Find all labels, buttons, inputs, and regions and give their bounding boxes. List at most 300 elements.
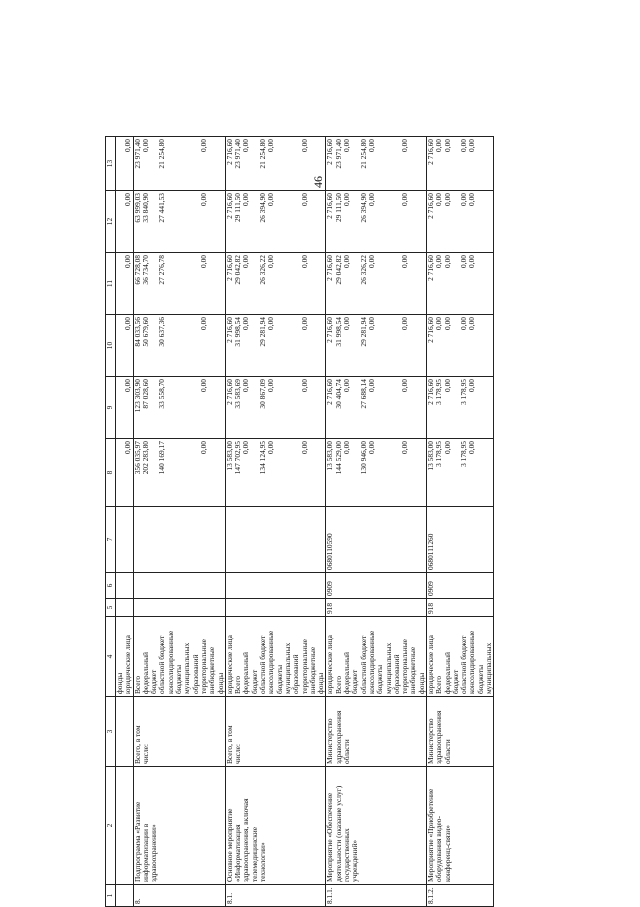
value-cell-line [477,255,485,312]
value-cell-line [409,255,417,312]
column-header-1: 1 [106,885,116,907]
target-code-cell [133,507,225,573]
value-cell-line: 0,00 [299,139,309,152]
row-number-cell-line: 8.1.1. [325,887,335,904]
value-cell-line [317,441,325,504]
value-cell-line: 2 716,60 [325,317,335,343]
value-cell-line: 0,00 [198,317,208,330]
value-cell-line [376,441,384,504]
program-name-cell-line: оборудования видео- [434,816,444,882]
value-cell-line: 3 178,95 [434,441,444,467]
source-cell-line: областной бюджет [459,635,469,694]
value-cell-line: 0,00 [342,193,352,206]
value-cell-line [317,255,325,312]
source-cell-line: фонды [416,672,426,694]
value-cell-line: 33 558,70 [157,379,167,409]
value-cell-line: 26 326,22 [258,255,268,285]
section-code-cell [326,573,427,599]
value-cell [116,137,134,191]
source-cell-line: областной бюджет [157,635,167,694]
value-cell-line [217,139,225,188]
value-cell [116,191,134,253]
value-cell-line: 13 583,00 [224,441,234,471]
value-cell-line [477,193,485,250]
source-cell-line: муниципальных [484,642,494,694]
value-cell-line: 0,00 [123,139,133,152]
value-cell [116,315,134,377]
value-cell-line: 140 169,17 [157,441,167,475]
empty-cell [116,599,134,617]
value-cell-line: 0,00 [366,139,376,152]
value-cell-line [175,441,183,504]
value-cell-line: 0,00 [442,441,452,454]
value-cell-line: 0,00 [299,193,309,206]
value-cell-line [284,139,292,188]
target-code-cell-line: 0680111260 [425,533,435,570]
value-cell-line [385,193,393,250]
section-code-cell-line [226,575,234,596]
source-cell-line: муниципальных [182,642,192,694]
value-cell-line [284,441,292,504]
value-cell-line [317,139,325,188]
empty-cell [116,507,134,573]
value-cell [426,191,493,253]
column-header-9: 9 [106,377,116,439]
value-cell-line [309,193,317,250]
source-cell-line: юридические лица [123,635,133,694]
value-cell-line: 0,00 [198,255,208,268]
source-cell-line: муниципальных [383,642,393,694]
value-cell-line: 0,00 [266,193,276,206]
value-cell-line: 2 716,60 [224,139,234,165]
grbs-code-cell [133,599,225,617]
section-code-cell-line: 0909 [425,581,435,596]
source-cell-line: внебюджетные [307,646,317,694]
column-header-2: 2 [106,767,116,885]
value-cell-line: 356 035,97 [132,441,142,475]
executor-cell-line: Всего, в том [132,725,142,764]
value-cell-line [167,379,175,436]
value-cell-line [376,379,384,436]
source-cell-line: образований [291,654,301,694]
value-cell-line: 0,00 [467,441,477,454]
value-cell-line: 31 998,54 [233,317,243,347]
value-cell-line: 3 178,95 [434,379,444,405]
grbs-code-cell-line: 918 [425,602,435,614]
value-cell-line: 0,00 [459,139,469,152]
value-cell-line: 2 716,60 [425,317,435,343]
source-cell [326,617,427,697]
value-cell-line: 29 042,82 [233,255,243,285]
value-cell-line [477,441,485,504]
source-cell-line: бюджеты [274,664,284,694]
value-cell-line [276,317,284,374]
value-cell-line: 21 254,80 [157,139,167,169]
value-cell-line: 0,00 [442,255,452,268]
row-number-cell-line: 8. [132,898,142,904]
source-cell-line: юридические лица [224,635,234,694]
value-cell-line [376,317,384,374]
value-cell-line [175,255,183,312]
source-cell-line: областной бюджет [358,635,368,694]
value-cell-line [409,139,417,188]
source-cell-line: фонды [215,672,225,694]
section-code-cell [426,573,493,599]
program-name-cell-line: «Информатизация [233,824,243,882]
value-cell-line [317,193,325,250]
value-cell-line: 0,00 [342,441,352,454]
row-number-cell-line: 8.1. [224,892,234,904]
program-name-cell-line: здравоохранения, включая [241,798,251,882]
column-header-7: 7 [106,507,116,573]
program-name-cell-line: Мероприятие «Обеспечение [325,792,335,882]
value-cell-line [276,379,284,436]
row-number-cell [133,885,225,907]
executor-cell-line: здравоохранения [434,710,444,764]
value-cell-line: 0,00 [442,193,452,206]
value-cell-line [409,441,417,504]
value-cell-line: 0,00 [459,255,469,268]
value-cell-line: 63 999,03 [132,193,142,223]
grbs-code-cell-line [226,601,234,614]
value-cell-line [217,193,225,250]
value-cell-line: 130 946,00 [358,441,368,475]
value-cell-line: 0,00 [198,441,208,454]
program-name-cell-line: государственных [342,828,352,882]
section-row [326,137,427,907]
value-cell-line: 0,00 [459,193,469,206]
source-cell [225,617,326,697]
value-cell-line [276,255,284,312]
budget-table [105,136,494,907]
value-cell-line: 147 702,95 [233,441,243,475]
value-cell-line [418,139,426,188]
value-cell-line: 0,00 [241,193,251,206]
value-cell-line [183,317,191,374]
program-name-cell [225,767,326,885]
value-cell-line: 0,00 [434,193,444,206]
value-cell-line: 0,00 [299,317,309,330]
value-cell-line [309,379,317,436]
value-cell-line [385,441,393,504]
executor-cell [326,697,427,767]
source-cell-line: федеральный [442,652,452,694]
target-code-cell-line: 0680110590 [325,533,335,570]
section-code-cell-line: 0909 [325,581,335,596]
value-cell-line [276,139,284,188]
value-cell-line: 123 303,90 [132,379,142,413]
value-cell-line: 27 276,78 [157,255,167,285]
value-cell-line: 0,00 [123,193,133,206]
value-cell [133,253,225,315]
value-cell-line: 0,00 [467,317,477,330]
executor-cell-line: Министерство [325,718,335,764]
program-name-cell [426,767,493,885]
value-cell-line: 3 178,95 [459,379,469,405]
value-cell-line: 0,00 [266,317,276,330]
value-cell-line: 29 042,82 [333,255,343,285]
value-cell-line [309,139,317,188]
value-cell-line: 66 728,08 [132,255,142,285]
row-number-cell-line: 8.1.2. [425,887,435,904]
source-cell-line: Всего [333,675,343,694]
value-cell-line [208,193,216,250]
section-code-cell [133,573,225,599]
value-cell-line [217,379,225,436]
value-cell-line [385,379,393,436]
section-row [426,137,493,907]
value-cell-line: 0,00 [400,317,410,330]
value-cell [225,137,326,191]
program-name-cell-line: конференц-связи» [442,825,452,882]
value-cell-line: 2 716,60 [224,379,234,405]
value-cell-line [175,139,183,188]
target-code-cell [326,507,427,573]
value-cell-line [385,139,393,188]
header-row [106,137,116,907]
value-cell-line: 202 283,80 [140,441,150,475]
source-cell-line: внебюджетные [207,646,217,694]
value-cell-line: 0,00 [366,441,376,454]
value-cell-line [485,193,493,250]
value-cell-line: 29 281,94 [258,317,268,347]
value-cell-line: 0,00 [266,379,276,392]
grbs-code-cell [426,599,493,617]
value-cell-line [217,317,225,374]
value-cell-line [167,441,175,504]
value-cell [133,191,225,253]
source-cell-line: бюджет [350,669,360,694]
value-cell-line: 0,00 [434,139,444,152]
value-cell-line: 0,00 [299,255,309,268]
value-cell-line: 0,00 [241,255,251,268]
empty-cell-line [116,575,124,596]
value-cell-line: 0,00 [467,139,477,152]
value-cell-line [309,441,317,504]
value-cell-line [376,139,384,188]
column-header-3: 3 [106,697,116,767]
value-cell-line [376,193,384,250]
grbs-code-cell [326,599,427,617]
target-code-cell-line [134,509,142,570]
value-cell-line: 0,00 [266,139,276,152]
empty-cell [116,697,134,767]
empty-cell [116,573,134,599]
value-cell-line: 0,00 [342,379,352,392]
program-name-cell-line: Основное мероприятие [224,808,234,882]
value-cell-line: 26 326,22 [358,255,368,285]
value-cell-line [175,317,183,374]
value-cell-line: 2 716,60 [224,255,234,281]
value-cell-line: 2 716,60 [325,193,335,219]
value-cell-line [284,317,292,374]
value-cell [426,253,493,315]
value-cell-line [485,255,493,312]
section-row [133,137,225,907]
program-name-cell-line: деятельности (оказание услуг) [333,785,343,882]
value-cell-line: 30 637,36 [157,317,167,347]
value-cell-line [376,255,384,312]
source-cell-line: консолидированные [165,630,175,694]
source-cell-line: образований [391,654,401,694]
value-cell-line [317,317,325,374]
value-cell-line [317,379,325,436]
value-cell-line: 0,00 [434,255,444,268]
value-cell [116,439,134,507]
value-cell-line: 33 840,90 [140,193,150,223]
empty-cell-line [116,887,124,904]
value-cell-line: 0,00 [123,441,133,454]
value-cell-line [284,193,292,250]
value-cell-line [183,379,191,436]
section-row [225,137,326,907]
value-cell-line: 36 734,70 [140,255,150,285]
row-number-cell [225,885,326,907]
source-cell [426,617,493,697]
value-cell-line [385,317,393,374]
value-cell-line: 30 404,74 [333,379,343,409]
value-cell-line [167,193,175,250]
target-code-cell [225,507,326,573]
value-cell-line: 26 394,90 [258,193,268,223]
value-cell-line: 0,00 [299,441,309,454]
value-cell-line: 84 033,56 [132,317,142,347]
value-cell-line: 0,00 [442,379,452,392]
column-header-13: 13 [106,137,116,191]
target-code-cell [426,507,493,573]
value-cell-line: 0,00 [467,193,477,206]
program-name-cell-line: Мероприятие «Приобретение [425,788,435,882]
value-cell-line [284,379,292,436]
source-cell-line: бюджет [450,669,460,694]
value-cell-line [477,379,485,436]
value-cell-line [477,139,485,188]
value-cell-line [167,139,175,188]
value-cell-line [485,139,493,188]
value-cell-line: 29 111,50 [333,193,343,223]
value-cell-line: 0,00 [198,379,208,392]
value-cell-line [183,139,191,188]
value-cell-line: 33 583,69 [233,379,243,409]
source-cell [133,617,225,697]
value-cell-line: 23 971,40 [132,139,142,169]
value-cell-line: 0,00 [342,317,352,330]
value-cell-line: 0,00 [400,441,410,454]
source-cell-line: консолидированные [366,630,376,694]
value-cell-line [167,255,175,312]
executor-cell-line: области [342,739,352,764]
grbs-code-cell-line: 918 [325,602,335,614]
value-cell-line: 2 716,60 [425,193,435,219]
value-cell-line: 0,00 [299,379,309,392]
value-cell-line: 0,00 [342,255,352,268]
value-cell-line [385,255,393,312]
value-cell-line [175,379,183,436]
value-cell-line: 13 583,00 [325,441,335,471]
value-cell-line [418,255,426,312]
program-name-cell-line: учреждений» [350,839,360,882]
page-number: 46 [311,176,325,188]
empty-cell-line [116,699,124,764]
source-cell-line: федеральный [140,652,150,694]
value-cell [426,439,493,507]
value-cell-line: 0,00 [400,139,410,152]
executor-cell-line: области [442,739,452,764]
source-cell-line: бюджеты [375,664,385,694]
value-cell-line [309,255,317,312]
value-cell [426,377,493,439]
value-cell-line: 0,00 [266,255,276,268]
source-cell-line: юридические лица [425,635,435,694]
column-header-10: 10 [106,315,116,377]
value-cell-line [418,379,426,436]
executor-cell-line: Всего, в том [224,725,234,764]
empty-cell [116,767,134,885]
value-cell-line: 27 688,14 [358,379,368,409]
value-cell [326,439,427,507]
value-cell [326,137,427,191]
source-cell-line: консолидированные [266,630,276,694]
value-cell-line: 2 716,60 [325,255,335,281]
empty-cell-line [116,601,124,614]
value-cell [225,253,326,315]
value-cell-line [208,317,216,374]
empty-cell-line [116,509,124,570]
source-cell-line: фонды [115,672,124,694]
value-cell-line: 0,00 [241,139,251,152]
source-cell-line: федеральный [241,652,251,694]
value-cell [225,377,326,439]
value-cell-line: 0,00 [400,193,410,206]
value-cell-line: 2 716,60 [325,379,335,405]
program-name-cell-line: телемедицинские [249,826,259,882]
value-cell-line [167,317,175,374]
value-cell-line [284,255,292,312]
value-cell-line: 0,00 [442,317,452,330]
column-header-4: 4 [106,617,116,697]
value-cell-line: 0,00 [266,441,276,454]
value-cell-line [208,379,216,436]
value-cell-line [208,441,216,504]
source-cell [116,617,134,697]
source-cell-line: бюджет [249,669,259,694]
value-cell [426,137,493,191]
value-cell-line [208,255,216,312]
source-cell-line: фонды [316,672,326,694]
source-cell-line: Всего [233,675,243,694]
source-cell-line: юридические лица [325,635,335,694]
value-cell-line [418,441,426,504]
value-cell-line [183,193,191,250]
source-cell-line: внебюджетные [408,646,418,694]
value-cell-line: 0,00 [241,379,251,392]
value-cell-line: 2 716,60 [325,139,335,165]
value-cell-line: 0,00 [342,139,352,152]
value-cell-line [409,317,417,374]
source-cell-line: муниципальных [282,642,292,694]
value-cell-line [418,317,426,374]
value-cell-line [183,441,191,504]
value-cell [133,137,225,191]
value-cell-line: 13 583,00 [425,441,435,471]
value-cell [116,377,134,439]
value-cell-line [418,193,426,250]
value-cell-line: 2 716,60 [425,139,435,165]
value-cell-line: 0,00 [366,317,376,330]
value-cell-line: 30 867,09 [258,379,268,409]
value-cell-line: 0,00 [241,441,251,454]
value-cell [326,315,427,377]
